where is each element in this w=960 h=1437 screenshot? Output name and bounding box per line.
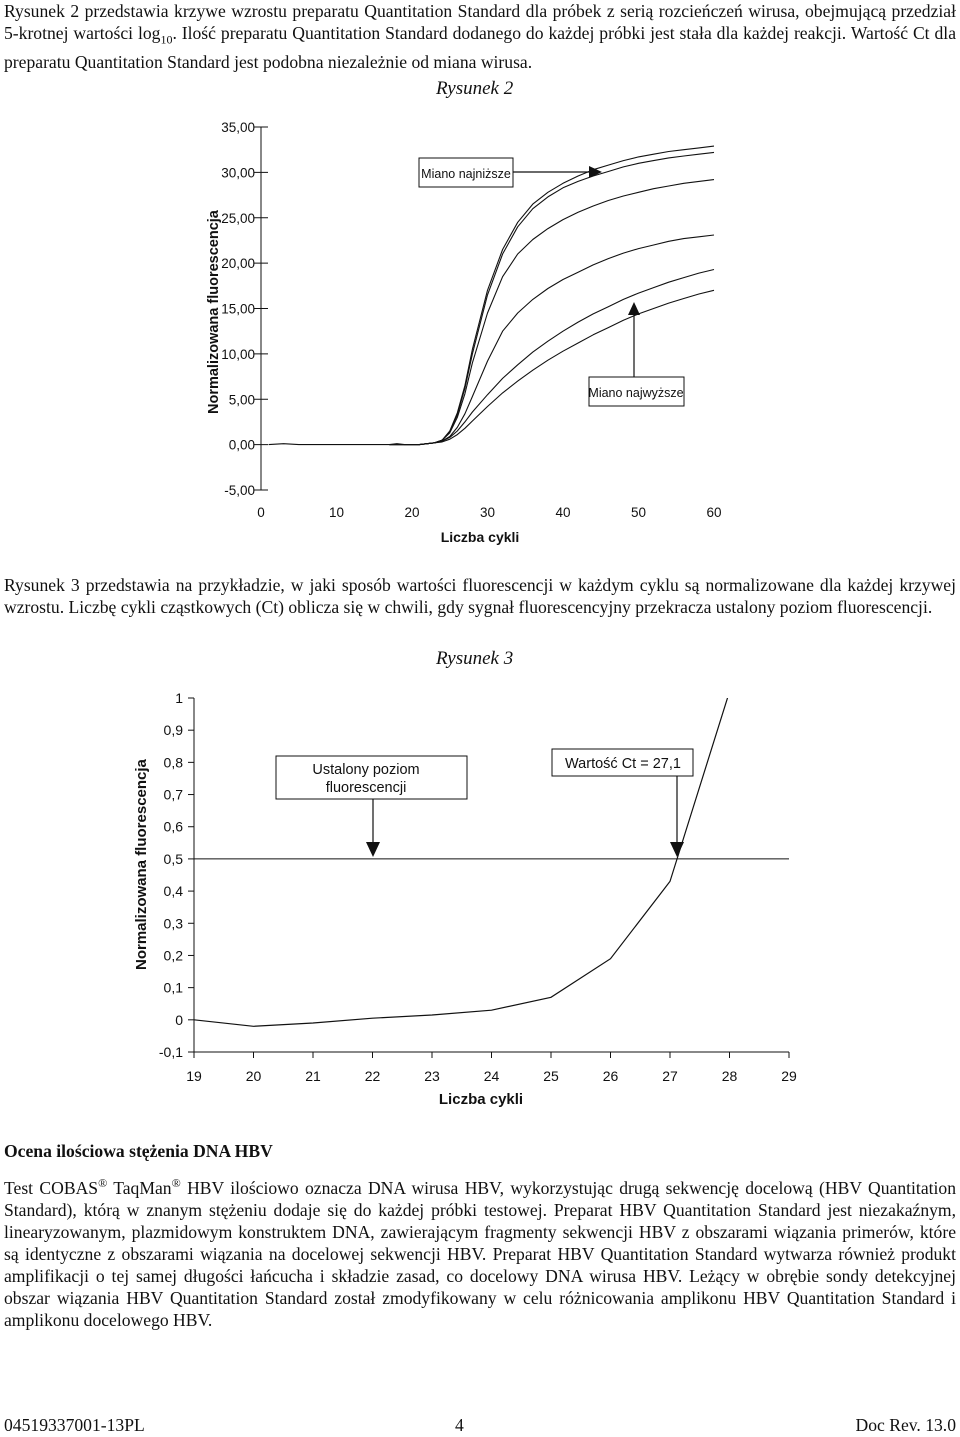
figure3-y-tick-label: 0,4: [163, 883, 183, 900]
footer-doc-number: 04519337001-13PL: [4, 1415, 145, 1435]
figure3-x-tick-label: 25: [543, 1068, 559, 1084]
figure3-x-tick-label: 27: [662, 1068, 678, 1084]
final-text-t3: HBV ilościowo oznacza DNA wirusa HBV, wykorzystując drugą sekwencję docelową (HBV Quantitation Standard), którą w znanym stężeniu dodaje się do każdej próbki testowej. Preparat HBV Quantitation Standard jest niezakaźnym, linearyzowanym, plazmidowym konstruktem DNA, zawierającym fragmenty sekwencji HBV z obszarami wiązania primerów, które są identyczne z obszarami wiązania na docelowej sekwencji HBV. Preparat HBV Quantitation Standard wytwarza również produkt amplifikacji o tej samej długości łańcucha i składzie zasad, co docelowy DNA wirusa HBV. Leżący w obrębie sondy detekcyjnej obszar wiązania HBV Quantitation Standard został zmodyfikowany w celu różnicowania amplikonu HBV Quantitation Standard i amplikonu docelowego HBV.: [4, 1177, 956, 1330]
box-threshold-line1: Ustalony poziom: [312, 762, 420, 778]
figure2-y-tick-label: 30,00: [221, 165, 255, 181]
figure3-y-tick-label: 0,6: [163, 818, 183, 835]
figure2-x-tick-label: 40: [555, 505, 571, 520]
figure2-x-axis-label: Liczba cykli: [440, 529, 520, 545]
figure3-y-tick-label: 1: [175, 690, 183, 706]
figure2-x-tick-label: 60: [706, 505, 722, 520]
figure2-x-tick-label: 20: [404, 505, 420, 520]
figure3-x-tick-label: 23: [424, 1068, 440, 1084]
box-threshold-line2: fluorescencji: [325, 780, 407, 796]
figure3-y-tick-label: 0,7: [163, 786, 183, 803]
annotation-highest-titer-label: Miano najwyższe: [588, 386, 684, 400]
intro-text-part1: Rysunek 2 przedstawia krzywe wzrostu preparatu Quantitation Standard dla próbek z serią rozcieńczeń wirusa, obejmującą przedział 5-krotnej wartości log: [4, 1, 956, 43]
figure3-x-tick-label: 24: [483, 1068, 500, 1084]
figure2-title: Rysunek 2: [436, 78, 514, 99]
intro-paragraph: [4, 0, 956, 73]
figure3-title: Rysunek 3: [436, 648, 514, 669]
figure2-growth-curve: [389, 290, 714, 444]
figure2-chart: [0, 100, 960, 570]
figure2-y-tick-label: 0,00: [228, 437, 255, 453]
box-threshold: [276, 756, 467, 857]
registered-mark-1: ®: [98, 1176, 108, 1190]
intro-text-part2: . Ilość preparatu Quantitation Standard dodanego do każdej próbki jest stała dla każdej reakcji. Wartość Ct dla preparatu Quantitation Standard jest podobna niezależnie od miana wirusa.: [4, 23, 956, 72]
annotation-lowest-titer-label: Miano najniższe: [421, 167, 511, 181]
figure3-x-axis-label: Liczba cykli: [438, 1091, 524, 1108]
log-subscript: 10: [160, 32, 173, 47]
figure2-growth-curve: [389, 235, 714, 445]
figure3-x-tick-label: 20: [245, 1068, 262, 1084]
figure3-y-tick-label: 0: [175, 1011, 183, 1028]
figure3-y-tick-label: -0,1: [158, 1044, 183, 1060]
box-ct-value: [552, 749, 693, 857]
final-text-t1: Test COBAS: [4, 1177, 99, 1198]
figure2-y-tick-label: 15,00: [221, 301, 255, 317]
figure3-y-tick-label: 0,9: [163, 722, 183, 739]
box-ct-value-label: Wartość Ct = 27,1: [565, 756, 681, 772]
figure3-y-tick-label: 0,5: [163, 850, 183, 867]
figure2-x-tick-label: 50: [630, 505, 647, 520]
registered-mark-2: ®: [171, 1176, 181, 1190]
final-text-t2: TaqMan: [107, 1177, 172, 1198]
figure2-y-axis-label: Normalizowana fluorescencja: [206, 210, 222, 414]
figure2-y-tick-label: 25,00: [221, 210, 255, 226]
figure3-y-tick-label: 0,3: [163, 915, 183, 932]
figure3-y-tick-label: 0,2: [163, 947, 183, 964]
footer-page-number: 4: [455, 1415, 464, 1435]
figure2-y-tick-label: 35,00: [221, 120, 255, 135]
figure3-x-tick-label: 26: [602, 1068, 619, 1084]
figure2-y-tick-label: 10,00: [221, 346, 255, 362]
figure2-y-tick-label: 20,00: [221, 256, 255, 272]
figure3-y-tick-label: 0,8: [163, 754, 183, 771]
figure3-y-axis-label: Normalizowana fluorescencja: [133, 759, 150, 970]
figure3-x-tick-label: 19: [186, 1068, 202, 1084]
figure3-y-tick-label: 0,1: [163, 979, 183, 996]
figure3-x-tick-label: 22: [364, 1068, 381, 1084]
figure3-x-tick-label: 21: [305, 1068, 321, 1084]
figure2-x-tick-label: 10: [328, 505, 345, 520]
section-heading: Ocena ilościowa stężenia DNA HBV: [4, 1141, 273, 1161]
figure2-y-tick-label: 5,00: [228, 392, 255, 408]
figure2-x-tick-label: 0: [257, 505, 265, 520]
final-paragraph: [4, 1172, 956, 1331]
figure3-chart: [0, 680, 960, 1130]
middle-paragraph: Rysunek 3 przedstawia na przykładzie, w jaki sposób wartości fluorescencji w każdym cyklu są normalizowane dla każdej krzywej wzrostu. Liczbę cykli cząstkowych (Ct) oblicza się w chwili, gdy sygnał fluorescencyjny przekracza ustalony poziom fluorescencji.: [4, 575, 956, 617]
figure3-x-tick-label: 29: [781, 1068, 797, 1084]
footer-revision: Doc Rev. 13.0: [855, 1415, 956, 1435]
annotation-highest-titer: [588, 302, 684, 406]
figure2-x-tick-label: 30: [479, 505, 496, 520]
figure3-x-tick-label: 28: [721, 1068, 738, 1084]
figure2-growth-curve: [389, 270, 714, 445]
figure2-y-tick-label: -5,00: [224, 483, 255, 498]
